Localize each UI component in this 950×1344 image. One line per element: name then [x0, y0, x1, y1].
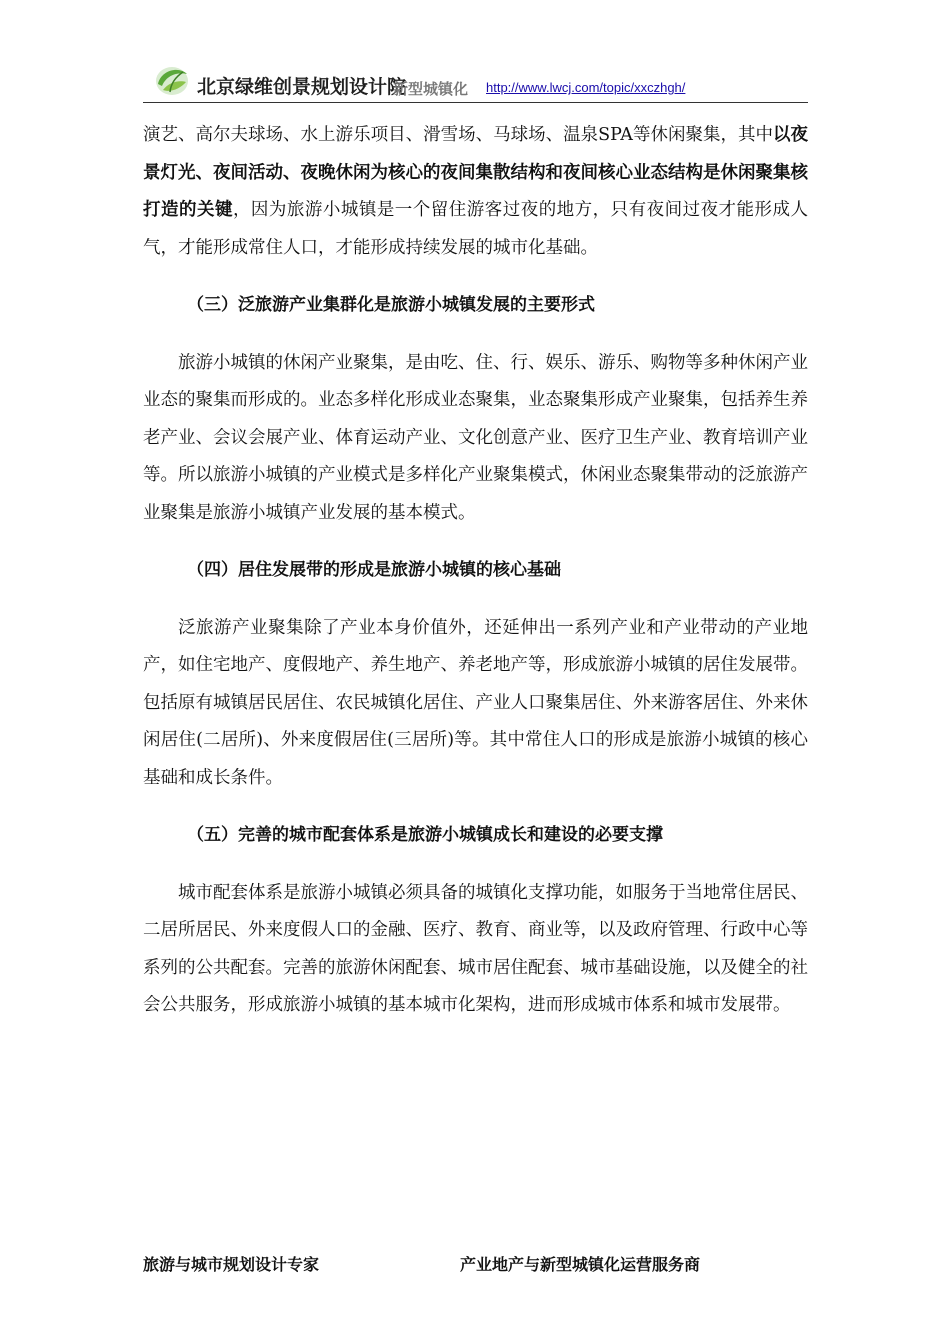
paragraph-5: 城市配套体系是旅游小城镇必须具备的城镇化支撑功能，如服务于当地常住居民、二居所居民、外来度假人口的金融、医疗、教育、商业等，以及政府管理、行政中心等系列的公共配套。完善的旅游休闲配套、城市居住配套、城市基础设施，以及健全的社会公共服务，形成旅游小城镇的基本城市化架构，进而形成城市体系和城市发展带。 — [143, 882, 808, 1015]
paragraph-4: 泛旅游产业聚集除了产业本身价值外，还延伸出一系列产业和产业带动的产业地产，如住宅地产、度假地产、养生地产、养老地产等，形成旅游小城镇的居住发展带。包括原有城镇居民居住、农民城镇化居住、产业人口聚集居住、外来游客居住、外来休闲居住(二居所)、外来度假居住(三居所)等。其中常住人口的形成是旅游小城镇的核心基础和成长条件。 — [143, 617, 808, 788]
header-link[interactable]: http://www.lwcj.com/topic/xxczhgh/ — [486, 80, 686, 95]
header-topic: 新型城镇化 — [393, 80, 469, 98]
section-heading-3: （三）泛旅游产业集群化是旅游小城镇发展的主要形式 — [187, 295, 595, 315]
paragraph-1-end: ，因为旅游小城镇是一个留住游客过夜的地方，只有夜间过夜才能形成人气，才能形成常住人口，才能形成持续发展的城市化基础。 — [143, 200, 809, 258]
section-heading-4: （四）居住发展带的形成是旅游小城镇的核心基础 — [187, 560, 561, 580]
logo-text: 北京绿维创景规划设计院 — [197, 76, 407, 98]
document-body — [143, 117, 808, 1025]
logo-icon — [153, 62, 191, 98]
paragraph-3: 旅游小城镇的休闲产业聚集，是由吃、住、行、娱乐、游乐、购物等多种休闲产业业态的聚集而形成的。业态多样化形成业态聚集，业态聚集形成产业聚集，包括养生养老产业、会议会展产业、体育运动产业、文化创意产业、医疗卫生产业、教育培训产业等。所以旅游小城镇的产业模式是多样化产业聚集模式，休闲业态聚集带动的泛旅游产业聚集是旅游小城镇产业发展的基本模式。 — [143, 352, 808, 523]
section-heading-5: （五）完善的城市配套体系是旅游小城镇成长和建设的必要支撑 — [187, 825, 663, 845]
footer-left-text: 旅游与城市规划设计专家 — [143, 1255, 320, 1274]
paragraph-1-bold: 以夜景灯光、夜间活动、夜晚休闲为核心的夜间集散结构和夜间核心业态结构是休闲聚集核打造的关键 — [143, 125, 809, 220]
page-header — [143, 60, 808, 103]
footer-right-text: 产业地产与新型城镇化运营服务商 — [460, 1255, 701, 1274]
paragraph-1 — [143, 117, 808, 267]
paragraph-1-start: 演艺、高尔夫球场、水上游乐项目、滑雪场、马球场、温泉SPA等休闲聚集，其中 — [143, 125, 773, 145]
